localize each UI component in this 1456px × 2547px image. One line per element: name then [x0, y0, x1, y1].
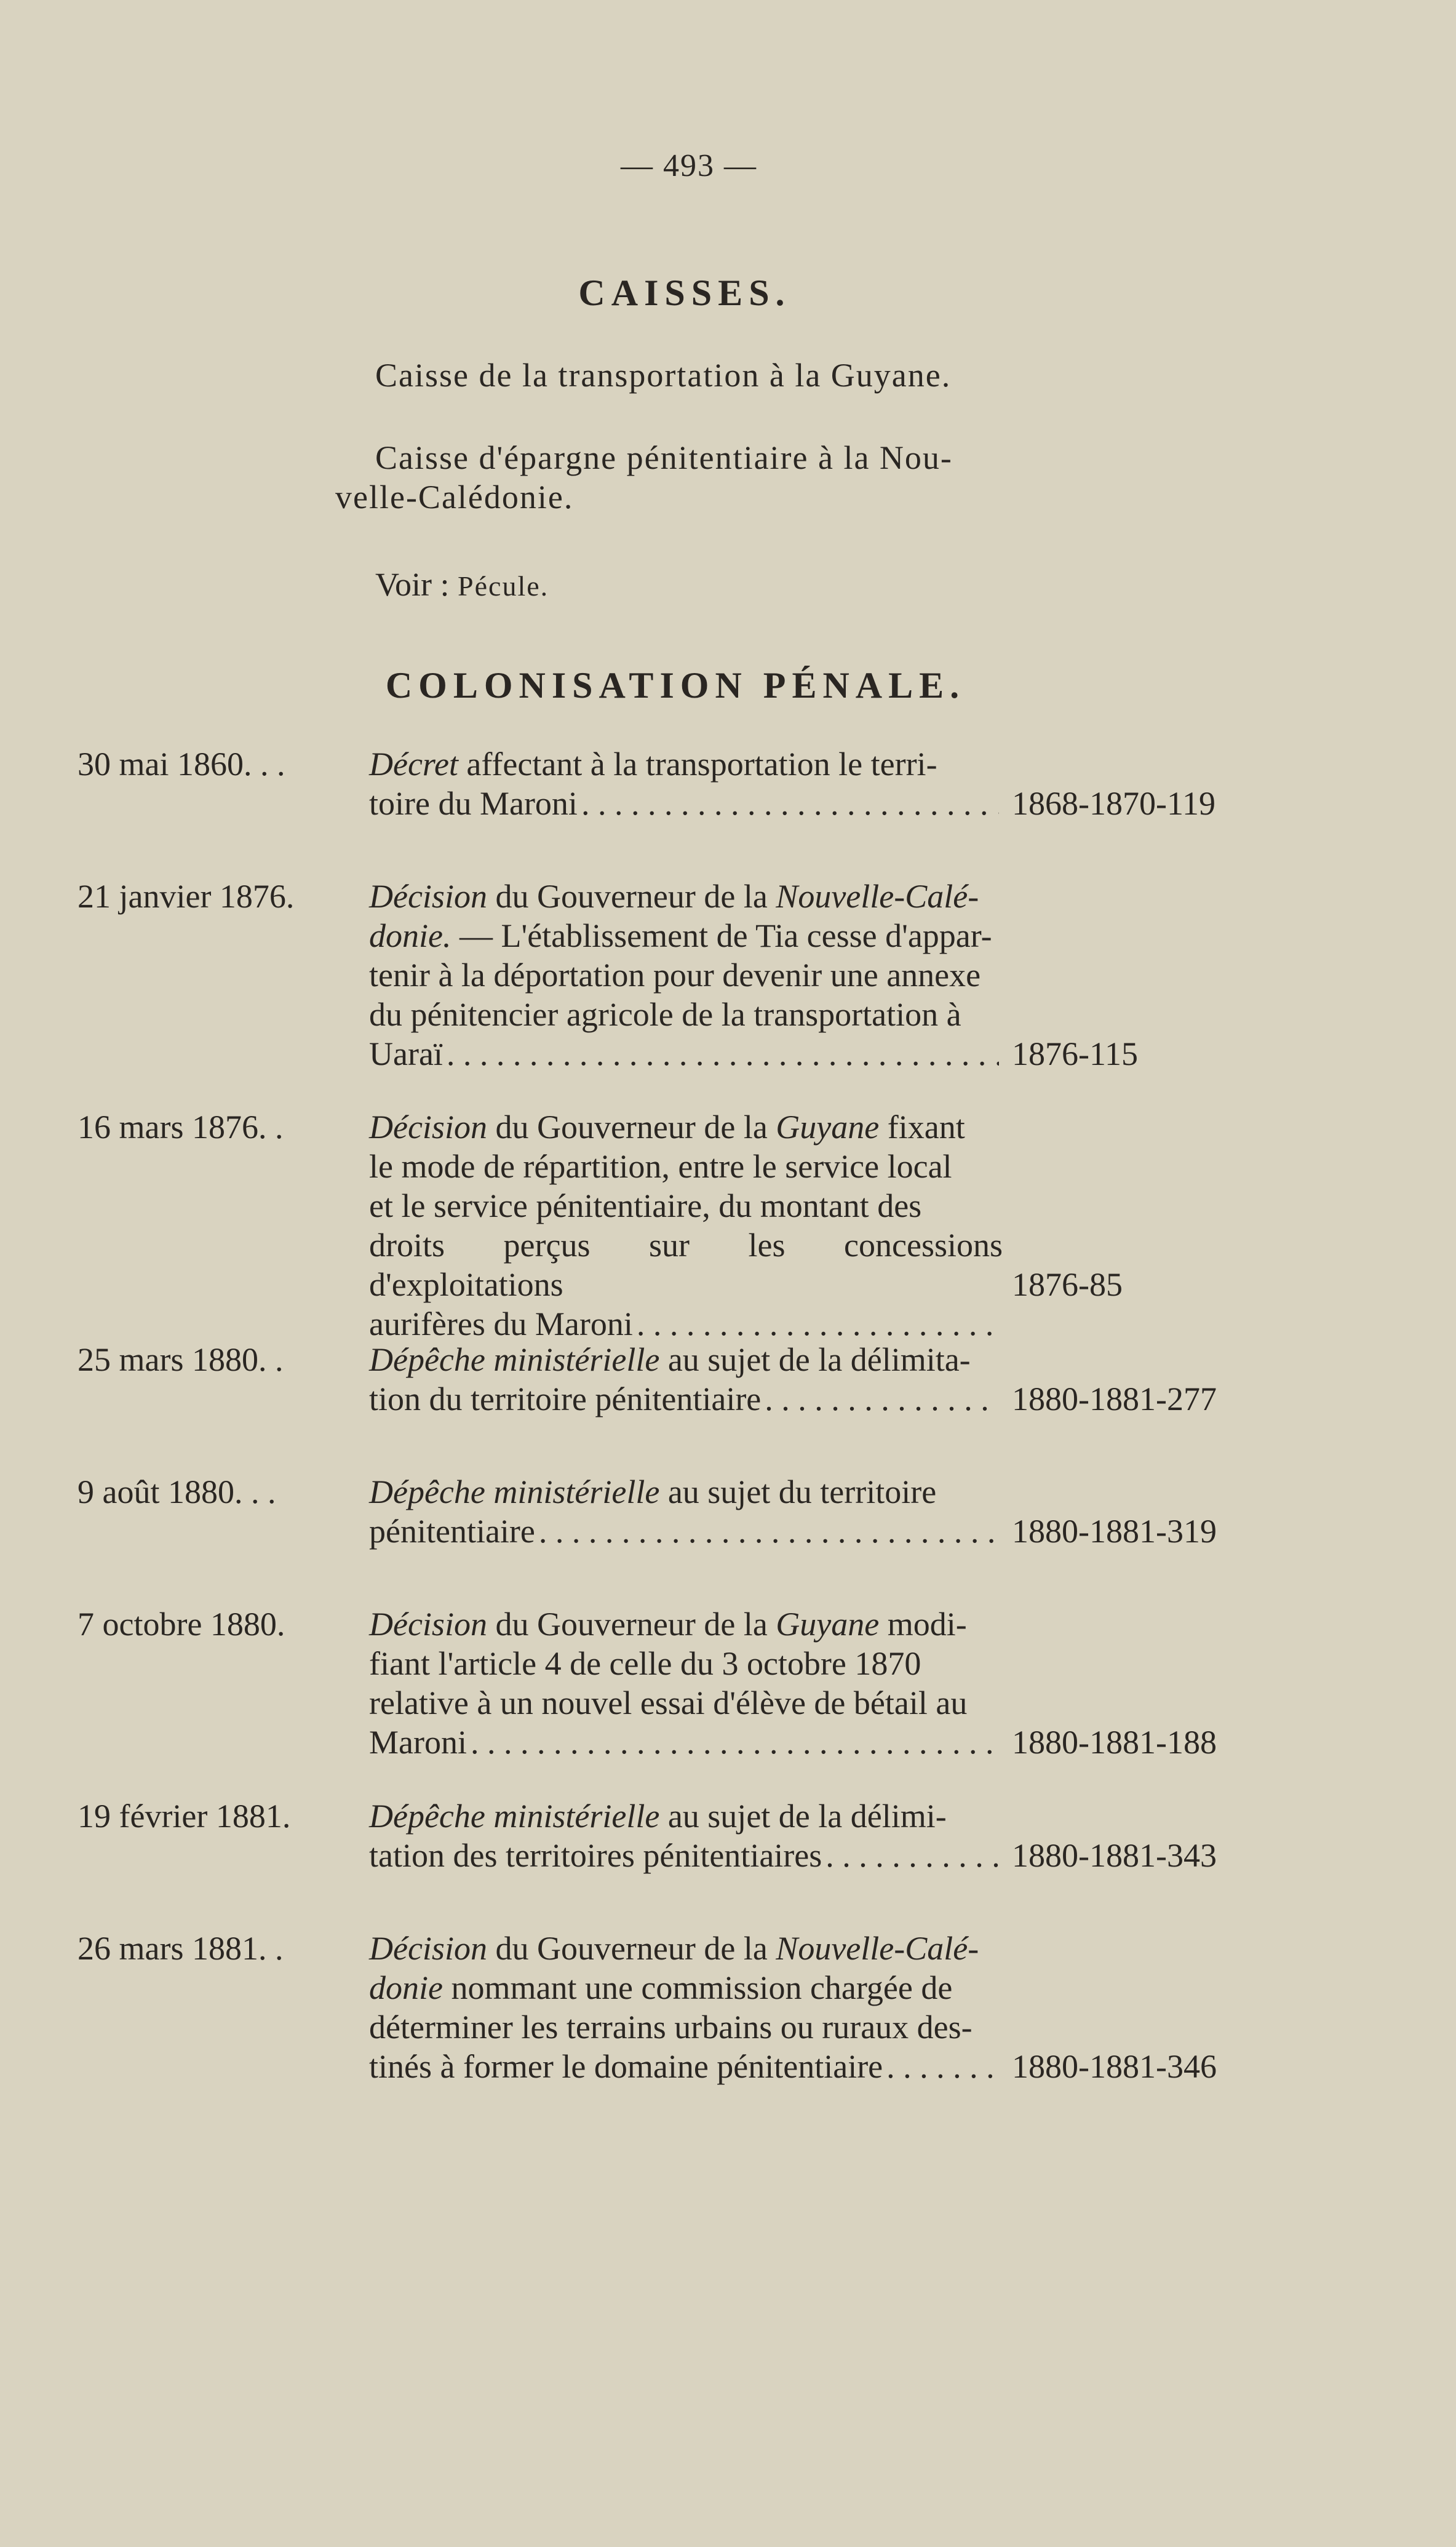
entry-line	[369, 744, 1003, 784]
entry-last-line	[369, 1836, 1003, 1875]
section-title-caisses: CAISSES.	[578, 273, 791, 313]
entry-line	[369, 1340, 1003, 1379]
entry-line	[369, 877, 1003, 916]
entry-text-line: au sujet de la délimi-	[667, 1798, 947, 1835]
entry-text-line: pénitentiaire	[369, 1513, 535, 1550]
entry-act-type: Décision	[369, 1109, 487, 1146]
entry-reference: 1880-1881-319	[1012, 1513, 1217, 1550]
entry-text-line: du Gouverneur de la Nouvelle-Calé-	[495, 878, 979, 915]
entry-text-line: aurifères du Maroni	[369, 1305, 633, 1342]
dot-leader	[886, 2047, 999, 2086]
entry-body	[369, 1472, 1003, 1551]
entry-body	[369, 1604, 1003, 1762]
voir-target: Pécule.	[458, 570, 549, 602]
dot-leader	[637, 1304, 999, 1344]
entry-text-line: Uaraï	[369, 1035, 443, 1072]
entry-date: 16 mars 1876. .	[78, 1109, 284, 1146]
voir-reference	[375, 565, 549, 606]
entry-date: 9 août 1880. . .	[78, 1473, 276, 1510]
entry-date: 30 mai 1860. . .	[78, 746, 285, 783]
entry-reference: 1880-1881-188	[1012, 1724, 1217, 1761]
entry-line	[369, 1147, 1003, 1186]
entry-text-line: fiant l'article 4 de celle du 3 octobre 1870	[369, 1645, 921, 1682]
entry-text-line: le mode de répartition, entre le service local	[369, 1148, 952, 1185]
entry-line	[369, 995, 1003, 1034]
entry-act-type: Dépêche ministérielle	[369, 1341, 660, 1378]
entry-act-type: Décret	[369, 746, 458, 783]
caisse-item-epargne	[335, 438, 1015, 517]
dot-leader	[447, 1034, 999, 1074]
entry-line	[369, 955, 1003, 995]
entry-line	[369, 1186, 1003, 1226]
entry-text-line: déterminer les terrains urbains ou ruraux des-	[369, 2009, 973, 2046]
entry-date: 26 mars 1881. .	[78, 1930, 284, 1967]
entry-text-line: Maroni	[369, 1724, 467, 1761]
entry-last-line	[369, 1304, 1003, 1344]
caisse-item-epargne-line2: velle-Calédonie.	[335, 479, 574, 516]
entry-reference: 1880-1881-346	[1012, 2048, 1217, 2085]
entry-body	[369, 1796, 1003, 1875]
entry-body	[369, 1107, 1003, 1344]
entry-date: 21 janvier 1876.	[78, 878, 295, 915]
entry-act-type: Décision	[369, 1930, 487, 1967]
entry-act-type: Décision	[369, 878, 487, 915]
entry-date: 25 mars 1880. .	[78, 1341, 284, 1378]
entry-reference: 1880-1881-343	[1012, 1837, 1217, 1874]
caisse-item-transportation: Caisse de la transportation à la Guyane.	[375, 357, 952, 394]
entry-reference: 1876-115	[1012, 1035, 1138, 1072]
entry-last-line	[369, 1034, 1003, 1074]
section-title-colonisation: COLONISATION PÉNALE.	[385, 665, 966, 706]
entry-line	[369, 1604, 1003, 1644]
entry-line	[369, 1472, 1003, 1512]
entry-text-line: et le service pénitentiaire, du montant des	[369, 1187, 922, 1224]
entry-body	[369, 877, 1003, 1074]
entry-last-line	[369, 2047, 1003, 2086]
entry-last-line	[369, 1512, 1003, 1551]
entry-last-line	[369, 784, 1003, 823]
entry-date: 19 février 1881.	[78, 1798, 291, 1835]
entry-text-line: du pénitencier agricole de la transportation à	[369, 996, 961, 1033]
dot-leader	[471, 1723, 999, 1762]
dot-leader	[825, 1836, 999, 1875]
entry-text-line: donie nommant une commission chargée de	[369, 1969, 953, 2006]
entry-act-type: Décision	[369, 1606, 487, 1643]
voir-prefix: Voir :	[375, 566, 458, 603]
entry-text-line: tion du territoire pénitentiaire	[369, 1381, 762, 1417]
entry-text-line: tinés à former le domaine pénitentiaire	[369, 2048, 883, 2085]
entry-act-type: Dépêche ministérielle	[369, 1798, 660, 1835]
entry-text-line: tation des territoires pénitentiaires	[369, 1837, 822, 1874]
entry-line	[369, 1796, 1003, 1836]
entry-line	[369, 1107, 1003, 1147]
dot-leader	[765, 1379, 999, 1419]
entry-line	[369, 1968, 1003, 2007]
entry-text-line: du Gouverneur de la Nouvelle-Calé-	[495, 1930, 979, 1967]
entry-text-line: affectant à la transportation le terri-	[466, 746, 937, 783]
page-number: — 493 —	[621, 148, 757, 183]
entry-text-line: au sujet de la délimita-	[667, 1341, 971, 1378]
entry-text-line: droits perçus sur les concessions d'exploitations	[369, 1227, 1003, 1303]
entry-text-line: au sujet du territoire	[667, 1473, 937, 1510]
entry-reference: 1880-1881-277	[1012, 1381, 1217, 1417]
entry-line	[369, 1226, 1003, 1304]
entry-body	[369, 1340, 1003, 1419]
dot-leader	[539, 1512, 999, 1551]
entry-last-line	[369, 1379, 1003, 1419]
entry-text-line: toire du Maroni	[369, 785, 578, 822]
entry-text-line: donie. — L'établissement de Tia cesse d'appar-	[369, 917, 992, 954]
entry-text-line: du Gouverneur de la Guyane fixant	[495, 1109, 965, 1146]
entry-body	[369, 1929, 1003, 2086]
entry-line	[369, 1683, 1003, 1723]
entry-last-line	[369, 1723, 1003, 1762]
entry-line	[369, 2007, 1003, 2047]
entry-body	[369, 744, 1003, 823]
entry-act-type: Dépêche ministérielle	[369, 1473, 660, 1510]
entry-date: 7 octobre 1880.	[78, 1606, 285, 1643]
entry-reference: 1868-1870-119	[1012, 785, 1215, 822]
entry-reference: 1876-85	[1012, 1266, 1123, 1303]
entry-line	[369, 1929, 1003, 1968]
entry-line	[369, 1644, 1003, 1683]
entry-text-line: du Gouverneur de la Guyane modi-	[495, 1606, 967, 1643]
entry-text-line: tenir à la déportation pour devenir une annexe	[369, 957, 981, 994]
dot-leader	[581, 784, 999, 823]
entry-line	[369, 916, 1003, 955]
caisse-item-epargne-line1: Caisse d'épargne pénitentiaire à la Nou-	[375, 439, 953, 476]
entry-text-line: relative à un nouvel essai d'élève de bétail au	[369, 1684, 968, 1721]
